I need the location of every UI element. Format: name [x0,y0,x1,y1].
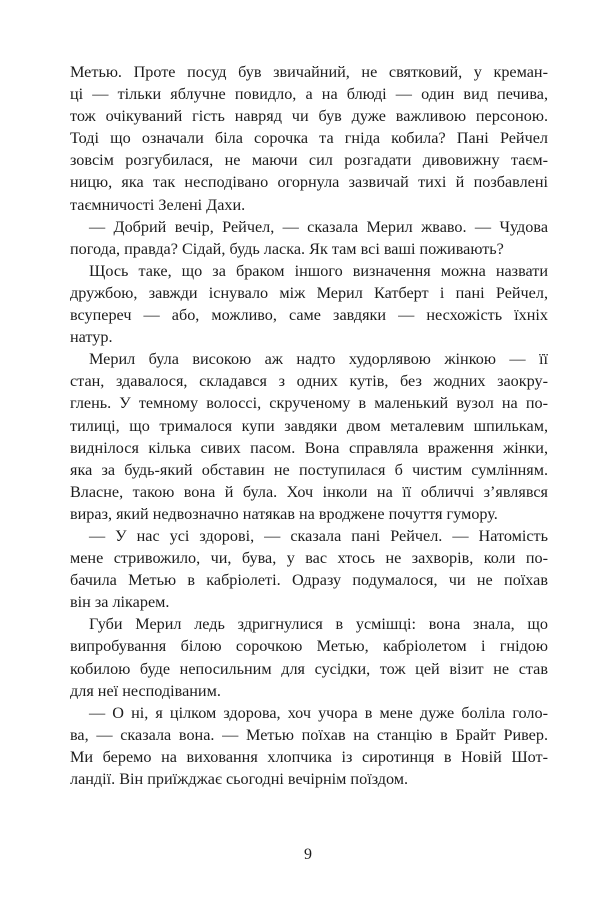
text-line: дружбою, завжди існувало між Мерил Катберт і пані Рейчел, [70,283,548,302]
text-line: Щось таке, що за браком іншого визначення можна назвати [89,261,548,280]
text-line: стан, здавалося, складався з одних кутів, без жодних заокру- [70,372,548,391]
text-line: Ми беремо на виховання хлопчика із сиротинця в Новій Шот- [70,747,548,766]
text-line: — О ні, я цілком здорова, хоч учора в мене дуже боліла голо- [89,703,548,722]
text-line: випробування білою сорочкою Метью, кабріолетом і гнідою [70,637,548,656]
text-line: ці — тільки яблучне повидло, а на блюді — один вид печива, [70,85,548,104]
text-line: він за лікарем. [70,593,170,612]
page-number: 9 [304,846,312,863]
text-line: — Добрий вечір, Рейчел, — сказала Мерил жваво. — Чудова [89,217,548,236]
paragraph [70,348,548,525]
paragraph [70,260,548,348]
paragraph [70,61,548,216]
paragraph [70,216,548,260]
text-line: зовсім розгубилася, не маючи сил розгадати дивовижну таєм- [70,151,548,170]
text-line: яка за будь-який обставин не поступилася б чистим сумлінням. [70,460,548,479]
text-line: виднілося кілька сивих пасом. Вона справляла враження жінки, [70,438,548,457]
paragraph [70,702,548,790]
text-line: всупереч — або, можливо, саме завдяки — несхожість їхніх [70,306,548,325]
text-line: мене стривожило, чи, бува, у вас хтось не захворів, коли по- [70,549,548,568]
text-line: таємничості Зелені Дахи. [70,195,246,214]
text-line: Мерил була високою аж надто худорлявою жінкою — її [89,350,548,369]
text-line: — У нас усі здорові, — сказала пані Рейчел. — Натомість [89,526,548,545]
text-line: Метью. Проте посуд був звичайний, не святковий, у креман- [70,63,548,81]
text-line: погода, правда? Сідай, будь ласка. Як там всі ваші поживають? [70,239,504,258]
text-line: тилиці, що трималося купи завдяки двом металевим шпилькам, [70,416,548,435]
paragraph [70,525,548,613]
text-line: натур. [70,328,113,347]
text-line: кобилою буде непосильним для сусідки, тож цей візит не став [70,659,548,678]
text-line: ницю, яка так несподівано огорнула зазвичай тихі й позбавлені [70,173,548,192]
text-line: глень. У темному волоссі, скрученому в маленький вузол на по- [70,394,548,413]
paragraph [70,613,548,701]
text-line: Власне, такою вона й була. Хоч інколи на її обличчі з’являвся [70,482,548,501]
text-line: для неї несподіваним. [70,681,221,700]
text-line: тож очікуваний гість навряд чи був дуже важливою персоною. [70,107,548,126]
text-line: Тоді що означали біла сорочка та гніда кобила? Пані Рейчел [70,129,548,148]
text-line: ландії. Він приїжджає сьогодні вечірнім поїздом. [70,770,409,788]
text-line: ва, — сказала вона. — Метью поїхав на станцію в Брайт Ривер. [70,725,548,744]
body-text [70,61,548,790]
text-line: вираз, який недвозначно натякав на вроджене почуття гумору. [70,504,498,523]
text-line: бачила Метью в кабріолеті. Одразу подумалося, чи не поїхав [70,571,548,590]
text-line: Губи Мерил ледь здригнулися в усмішці: вона знала, що [89,615,548,634]
